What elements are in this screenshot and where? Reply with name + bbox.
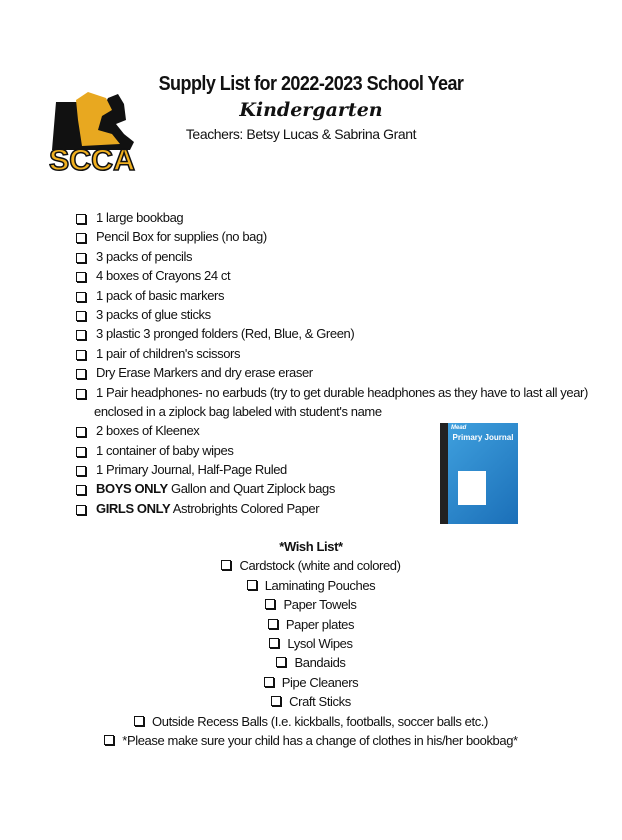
item-label: 2 boxes of Kleenex <box>96 423 200 439</box>
wish-list-item <box>0 556 622 575</box>
journal-title: Primary Journal <box>452 433 514 442</box>
wish-item-text: *Please make sure your child has a change of clothes in his/her bookbag* <box>122 732 518 748</box>
list-item <box>74 305 588 324</box>
item-label: 1 Pair headphones- no earbuds (try to get durable headphones as they have to last all year) <box>96 384 588 400</box>
checkbox-icon <box>76 505 86 515</box>
wish-item-text: Paper plates <box>285 616 355 632</box>
wish-list-item <box>0 595 622 614</box>
item-label: Dry Erase Markers and dry erase eraser <box>96 365 313 381</box>
wish-item-text: Cardstock (white and colored) <box>239 558 401 574</box>
svg-text:SCCA: SCCA <box>49 144 135 174</box>
item-text <box>96 383 588 402</box>
wish-list-item <box>0 615 622 634</box>
list-item <box>74 247 588 266</box>
checkbox-icon <box>265 599 275 609</box>
checkbox-icon <box>221 560 231 570</box>
wish-list <box>0 537 622 750</box>
wish-list-item <box>0 692 622 711</box>
item-label: 3 plastic 3 pronged folders (Red, Blue, & Green) <box>96 326 355 342</box>
checkbox-icon <box>76 233 86 243</box>
item-text <box>96 441 233 460</box>
item-label: 1 large bookbag <box>96 210 184 225</box>
wish-list-item <box>0 673 622 692</box>
list-item-continuation: enclosed in a ziplock bag labeled with student's name <box>94 403 382 419</box>
wish-list-item <box>0 634 622 653</box>
item-text <box>96 479 335 498</box>
list-item <box>74 363 588 382</box>
wish-list-item <box>0 712 622 731</box>
wish-item-text: Pipe Cleaners <box>281 674 359 690</box>
checkbox-icon <box>76 427 86 437</box>
page-title: Supply List for 2022-2023 School Year <box>158 73 464 95</box>
wish-item-text: Laminating Pouches <box>264 577 376 593</box>
checkbox-icon <box>76 485 86 495</box>
item-text <box>96 266 230 285</box>
wish-list-item <box>0 731 622 750</box>
wish-list-item <box>0 576 622 595</box>
wish-item-text: Lysol Wipes <box>287 635 353 651</box>
wish-item-text: Paper Towels <box>283 597 357 613</box>
list-item <box>74 208 588 227</box>
item-bold: GIRLS ONLY <box>96 500 171 516</box>
item-label: 4 boxes of Crayons 24 ct <box>96 268 231 284</box>
list-item <box>74 383 588 402</box>
teachers-line: Teachers: Betsy Lucas & Sabrina Grant <box>185 126 417 142</box>
item-bold: BOYS ONLY <box>96 481 168 497</box>
checkbox-icon <box>268 619 278 629</box>
checkbox-icon <box>76 350 86 360</box>
item-label: 1 pack of basic markers <box>96 287 225 303</box>
checkbox-icon <box>76 447 86 457</box>
list-item <box>74 324 588 343</box>
item-text <box>96 208 183 227</box>
checkbox-icon <box>76 253 86 263</box>
item-label: 3 packs of glue sticks <box>96 306 211 322</box>
checkbox-icon <box>76 311 86 321</box>
checkbox-icon <box>276 657 286 667</box>
item-text <box>96 344 240 363</box>
checkbox-icon <box>76 292 86 302</box>
wish-item-text: Bandaids <box>294 655 346 671</box>
wish-list-item <box>0 653 622 672</box>
item-text <box>96 460 287 479</box>
checkbox-icon <box>271 696 281 706</box>
item-text <box>96 363 313 382</box>
list-item <box>74 286 588 305</box>
checkbox-icon <box>269 638 279 648</box>
checkbox-icon <box>264 677 274 687</box>
checkbox-icon <box>76 214 86 224</box>
item-text <box>96 305 211 324</box>
wish-list-heading: *Wish List* <box>279 539 343 554</box>
item-text <box>96 324 354 343</box>
item-text <box>96 499 319 518</box>
checkbox-icon <box>104 735 114 745</box>
item-label: 3 packs of pencils <box>96 248 193 264</box>
primary-journal-image <box>440 423 518 524</box>
item-label: Gallon and Quart Ziplock bags <box>167 481 335 497</box>
checkbox-icon <box>76 369 86 379</box>
item-label: Pencil Box for supplies (no bag) <box>96 229 267 245</box>
list-item <box>74 266 588 285</box>
journal-brand: Mead <box>451 425 467 431</box>
item-text <box>96 247 192 266</box>
item-label: Astrobrights Colored Paper <box>170 500 320 516</box>
wish-item-text: Craft Sticks <box>289 694 351 710</box>
item-label: 1 pair of children's scissors <box>96 345 241 361</box>
item-text <box>96 286 224 305</box>
grade-heading: Kindergarten <box>239 99 383 121</box>
item-text <box>96 227 267 246</box>
item-text <box>96 421 199 440</box>
checkbox-icon <box>76 330 86 340</box>
list-item <box>74 227 588 246</box>
checkbox-icon <box>247 580 257 590</box>
item-label: 1 Primary Journal, Half-Page Ruled <box>96 462 287 478</box>
journal-cover-page <box>458 471 486 505</box>
checkbox-icon <box>134 716 144 726</box>
list-item <box>74 344 588 363</box>
checkbox-icon <box>76 466 86 476</box>
item-label: 1 container of baby wipes <box>96 442 234 458</box>
wish-item-text: Outside Recess Balls (I.e. kickballs, footballs, soccer balls etc.) <box>152 713 488 729</box>
checkbox-icon <box>76 272 86 282</box>
checkbox-icon <box>76 389 86 399</box>
